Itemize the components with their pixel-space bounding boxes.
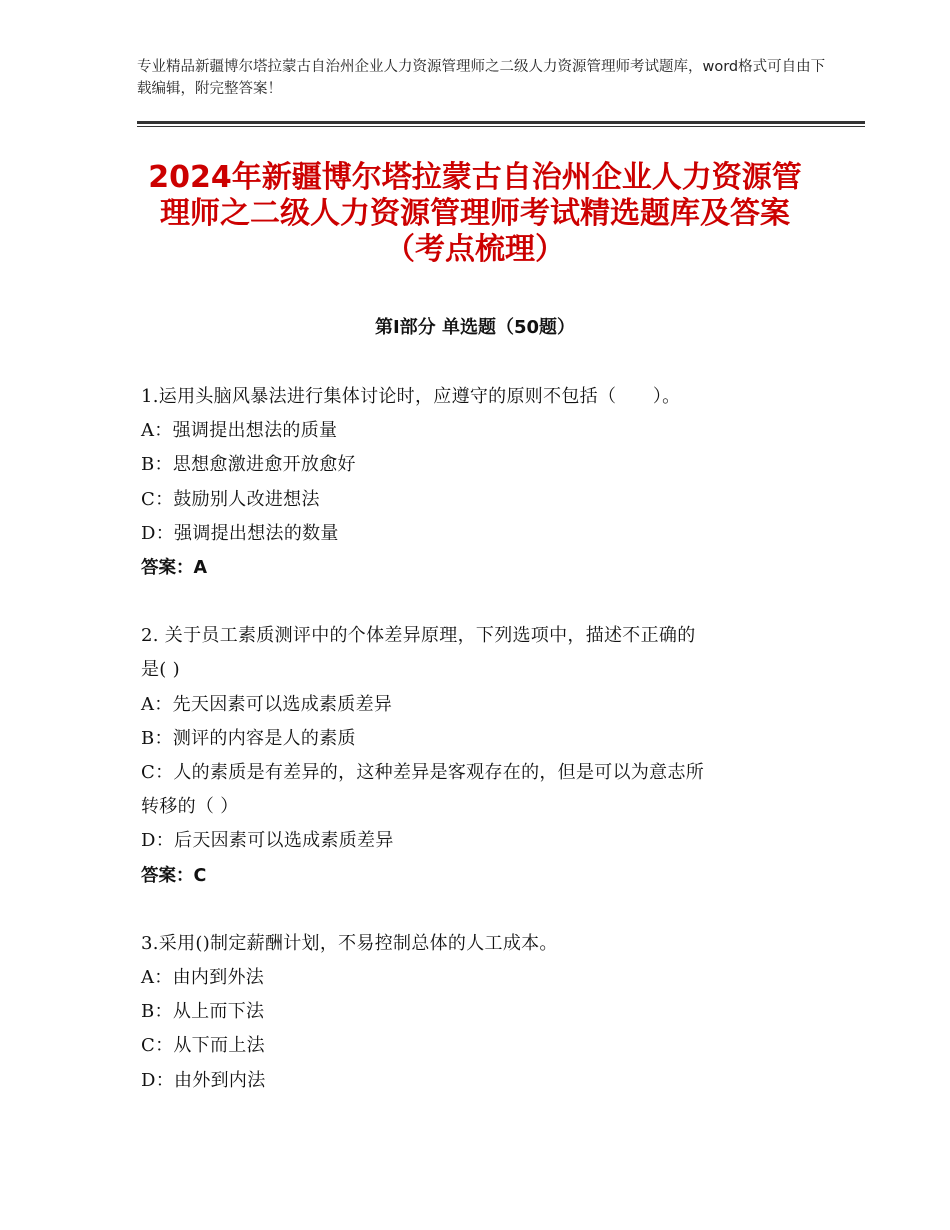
option-b: B：测评的内容是人的素质	[141, 727, 356, 749]
question-stem: 2. 关于员工素质测评中的个体差异原理，下列选项中，描述不正确的	[141, 625, 696, 647]
question-3	[141, 927, 821, 1098]
header-divider-thick	[137, 121, 865, 124]
question-1	[141, 380, 821, 585]
option-b: B：思想愈激进愈开放愈好	[141, 454, 356, 476]
question-2	[141, 619, 821, 893]
option-b: B：从上而下法	[141, 1001, 265, 1023]
header-note: 专业精品新疆博尔塔拉蒙古自治州企业人力资源管理师之二级人力资源管理师考试题库，word格式可自由下载编辑，附完整答案！	[137, 59, 826, 97]
option-a: A：强调提出想法的质量	[141, 420, 338, 442]
document-title: 2024年新疆博尔塔拉蒙古自治州企业人力资源管理师之二级人力资源管理师考试精选题库及答案（考点梳理）	[148, 160, 802, 267]
header-divider-thin	[137, 126, 865, 127]
question-list	[141, 380, 821, 1132]
option-c: C：从下而上法	[141, 1035, 265, 1057]
option-c: C：鼓励别人改进想法	[141, 488, 320, 510]
option-a: A：先天因素可以选成素质差异	[141, 693, 393, 715]
option-d: D：强调提出想法的数量	[141, 522, 339, 544]
section-title: 第Ⅰ部分 单选题（50题）	[374, 317, 575, 338]
option-c: C：人的素质是有差异的，这种差异是客观存在的，但是可以为意志所	[141, 762, 705, 784]
answer-label: 答案：C	[141, 865, 207, 886]
question-stem: 3.采用()制定薪酬计划，不易控制总体的人工成本。	[141, 932, 558, 954]
option-d: D：后天因素可以选成素质差异	[141, 830, 394, 852]
option-c-continued: 转移的（ ）	[141, 796, 239, 818]
question-stem-continued: 是( )	[141, 659, 180, 681]
option-a: A：由内到外法	[141, 967, 265, 989]
option-d: D：由外到内法	[141, 1069, 266, 1091]
answer-label: 答案：A	[141, 558, 208, 579]
question-stem: 1.运用头脑风暴法进行集体讨论时，应遵守的原则不包括（ ）。	[141, 386, 681, 407]
